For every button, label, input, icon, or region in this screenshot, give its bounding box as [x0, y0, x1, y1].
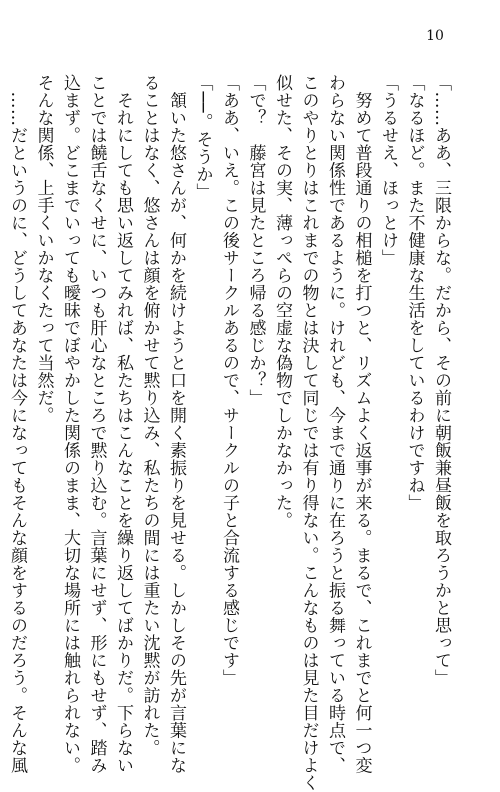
text-line: 「なるほど。また不健康な生活をしているわけですね」 [404, 74, 425, 512]
text-line: 「うるせえ、ほっとけ」 [378, 74, 398, 267]
text-line: 努めて普段通りの相槌を打つと、リズムよく返事が来る。まるで、これまでと何一つ変 [351, 74, 372, 774]
text-line: 似せた、その実、薄っぺらの空虚な偽物でしかなかった。 [272, 74, 292, 529]
text-line: 「──。そうか」 [192, 74, 213, 201]
text-line: ……だというのに、どうしてあなたは今になってもそんな顔をするのだろう。そんな風 [7, 74, 27, 774]
body-text [7, 74, 454, 792]
text-line: それにしても思い返してみれば、私たちはこんなことを繰り返してばかりだ。下らない [113, 74, 133, 774]
text-line: 頷いた悠さんが、何かを続けようと口を開く素振りを見せる。しかしその先が言葉にな [166, 74, 186, 774]
text-line: ことでは饒舌なくせに、いつも肝心なところで黙り込む。言葉にせず、形にもせず、踏み [86, 74, 107, 774]
text-line: 「……ああ、三限からな。だから、その前に朝飯兼昼飯を取ろうかと思って」 [431, 74, 451, 687]
text-line: ることはなく、悠さんは顔を俯かせて黙り込み、私たちの間には重たい沈黙が訪れた。 [139, 74, 160, 757]
text-line: このやりとりはこれまでの物とは決して同じでは有り得ない。こんなものは見た目だけよく [298, 74, 319, 792]
text-line: わらない関係性であるように。けれども、今まで通りに在ろうと振る舞っている時点で、 [325, 74, 345, 774]
text-line: そんな関係、上手くいかなくたって当然だ。 [33, 74, 54, 424]
page-number: 10 [426, 28, 444, 44]
text-line: 「ああ、いえ。この後サークルあるので、サークルの子と合流する感じです」 [219, 74, 239, 687]
text-line: 「で？ 藤宮は見たところ帰る感じか？」 [245, 74, 266, 407]
text-line: 込まず。どこまでいっても曖昧でぼやかした関係のまま、大切な場所には触れられない。 [60, 74, 80, 774]
